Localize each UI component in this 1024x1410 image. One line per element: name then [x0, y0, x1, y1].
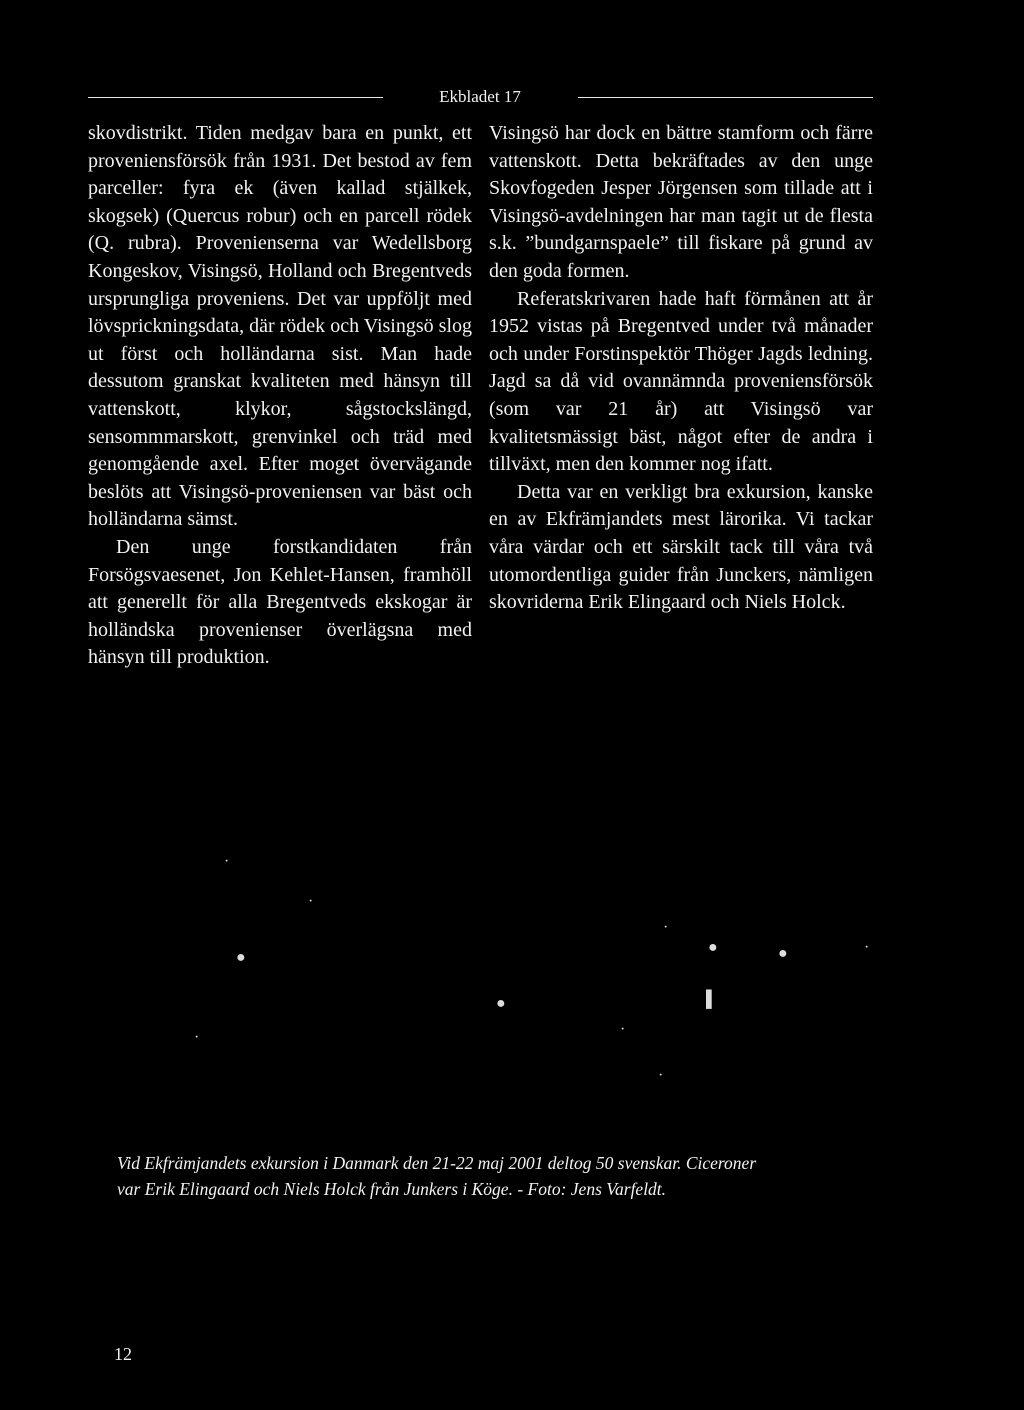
photo-speck: ● — [708, 939, 718, 956]
photo-speck: ● — [236, 949, 246, 966]
right-column — [489, 120, 873, 617]
header-rule-right — [578, 97, 873, 98]
caption-line: Vid Ekfrämjandets exkursion i Danmark den 21-22 maj 2001 deltog 50 svenskar. Ciceroner — [117, 1153, 757, 1173]
page-number: 12 — [114, 1344, 132, 1364]
paragraph: Den unge forstkandidaten från Forsögsvaesenet, Jon Kehlet-Hansen, framhöll att generellt för alla Bregentveds ekskogar är holländska provenienser överlägsna med hänsyn till produktion. — [88, 535, 472, 669]
photo-speck: · — [663, 919, 669, 936]
photo-speck: · — [620, 1021, 626, 1038]
photo-speck: · — [864, 939, 870, 956]
photograph — [88, 760, 936, 1130]
photo-speck: · — [308, 893, 314, 910]
paragraph: Visingsö har dock en bättre stamform och färre vattenskott. Detta bekräftades av den unge Skovfogeden Jesper Jörgensen som tillade att i Visingsö-avdelningen har man tagit ut de flesta s.k. ”bundgarnspaele” till fiskare på grund av den goda formen. — [489, 122, 873, 282]
caption-line: var Erik Elingaard och Niels Holck från Junkers i Köge. - Foto: Jens Varfeldt. — [117, 1179, 667, 1199]
paragraph: Referatskrivaren hade haft förmånen att år 1952 vistas på Bregentved under två månader och under Forstinspektör Thöger Jagds ledning. Jagd sa då vid ovannämnda proveniensförsök (som var 21 år) att Visingsö var kvalitetsmässigt bäst, något efter de andra i tillväxt, men den kommer nog ifatt. — [489, 287, 873, 476]
paragraph: skovdistrikt. Tiden medgav bara en punkt, ett proveniensförsök från 1931. Det bestod av fem parceller: fyra ek (även kallad stjälkek, skogsek) (Quercus robur) och en parcell rödek (Q. rubra). Provenienserna var Wedellsborg Kongeskov, Visingsö, Holland och Bregentveds ursprungliga proveniens. Det var uppföljt med lövsprickningsdata, där rödek och Visingsö slog ut först och holländarna sist. Man hade dessutom granskat kvaliteten med hänsyn till vattenskott, klykor, sågstockslängd, sensommmarskott, grenvinkel och träd med genomgående axel. Efter moget övervägande beslöts att Visingsö-proveniensen var bäst och holländarna sämst. — [88, 122, 472, 531]
left-column — [88, 120, 472, 672]
paragraph: Detta var en verkligt bra exkursion, kanske en av Ekfrämjandets mest lärorika. Vi tackar våra värdar och ett särskilt tack till våra två utomordentliga guider från Junckers, nämligen skovriderna Erik Elingaard och Niels Holck. — [489, 480, 873, 614]
photo-speck: ▌ — [706, 991, 718, 1008]
photo-speck: · — [658, 1067, 664, 1084]
photo-speck: · — [224, 853, 230, 870]
photo-speck: · — [194, 1029, 200, 1046]
photo-speck: ● — [778, 945, 788, 962]
header-rule-left — [88, 97, 383, 98]
photo-speck: ● — [496, 995, 506, 1012]
running-title: Ekbladet 17 — [439, 87, 521, 106]
photo-caption — [117, 1150, 917, 1202]
